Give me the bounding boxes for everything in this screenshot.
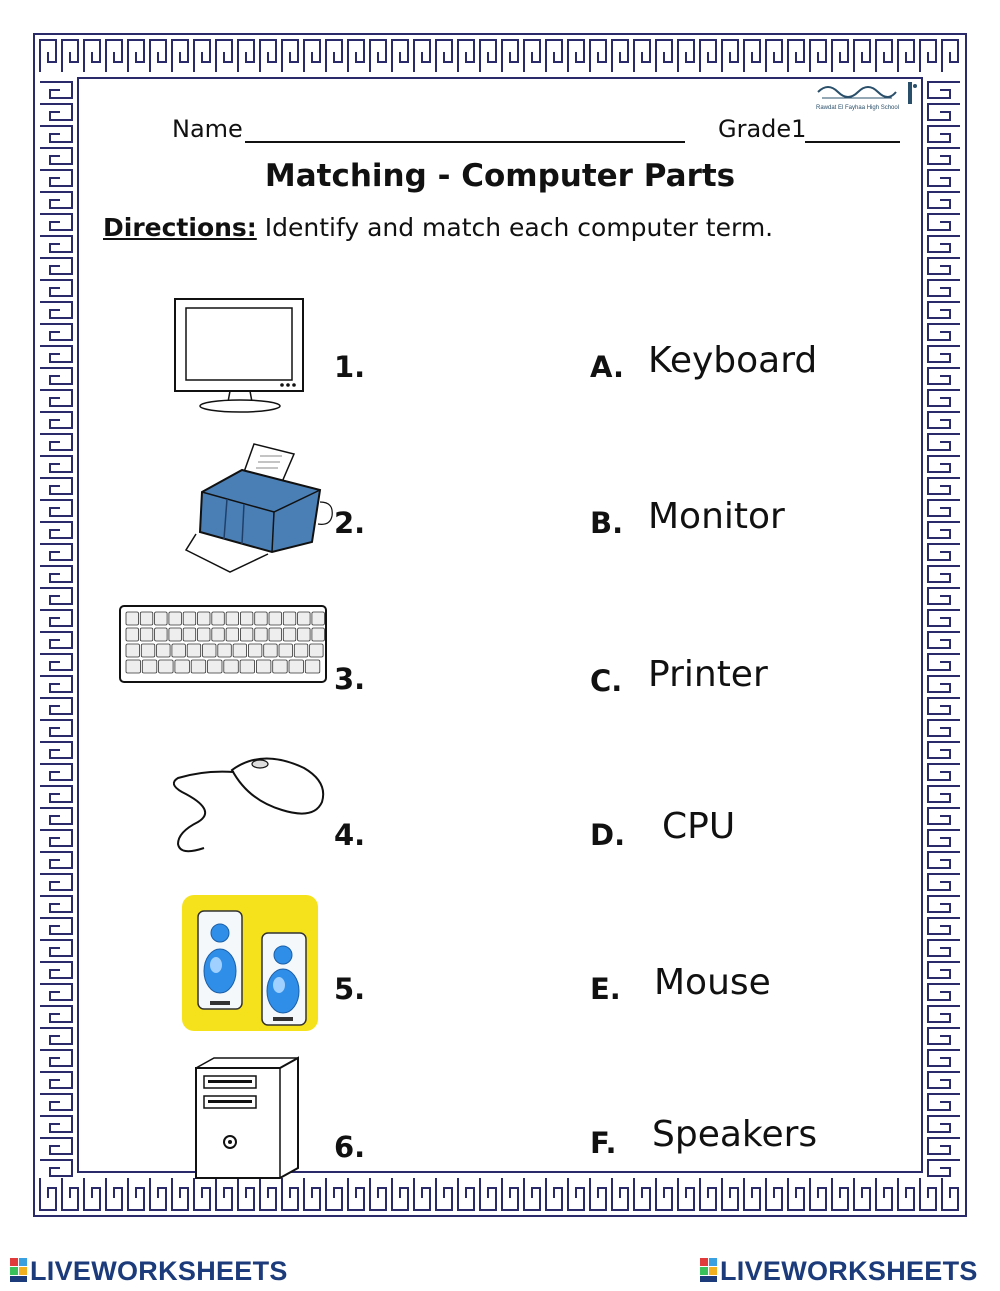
border-segment xyxy=(928,1160,960,1176)
border-segment xyxy=(502,40,518,72)
border-segment xyxy=(876,40,892,72)
border-segment xyxy=(282,40,298,72)
border-segment xyxy=(40,610,72,626)
border-segment xyxy=(524,1178,540,1210)
border-segment xyxy=(304,40,320,72)
border-segment xyxy=(40,632,72,648)
border-segment xyxy=(40,1094,72,1110)
keyboard-key xyxy=(256,660,271,673)
keyboard-key xyxy=(269,628,282,641)
term-mouse[interactable]: Mouse xyxy=(654,962,771,1003)
keyboard-key xyxy=(155,628,168,641)
border-segment xyxy=(928,764,960,780)
svg-text:Rawdat El Fayhaa High School: Rawdat El Fayhaa High School xyxy=(816,105,900,111)
term-cpu[interactable]: CPU xyxy=(662,806,736,847)
keyboard-key xyxy=(264,644,278,657)
border-segment xyxy=(194,1178,210,1210)
border-segment xyxy=(928,126,960,142)
keyboard-key xyxy=(289,660,304,673)
border-segment xyxy=(928,544,960,560)
border-segment xyxy=(150,1178,166,1210)
item-number: 3. xyxy=(334,662,366,696)
border-segment xyxy=(40,192,72,208)
term-letter: F. xyxy=(590,1126,617,1160)
border-segment xyxy=(928,522,960,538)
keyboard-key xyxy=(126,644,140,657)
border-segment xyxy=(84,40,100,72)
keyboard-key xyxy=(126,628,139,641)
border-segment xyxy=(928,588,960,604)
border-segment xyxy=(928,698,960,714)
keyboard-key xyxy=(312,628,325,641)
border-segment xyxy=(788,40,804,72)
border-segment xyxy=(722,40,738,72)
keyboard-key xyxy=(273,660,288,673)
keyboard-key xyxy=(183,612,196,625)
keyboard-key xyxy=(226,612,239,625)
border-segment xyxy=(40,500,72,516)
keyboard-key xyxy=(187,644,201,657)
border-segment xyxy=(326,1178,342,1210)
border-segment xyxy=(612,40,628,72)
directions-label: Directions: xyxy=(103,213,257,242)
border-segment xyxy=(928,368,960,384)
border-segment xyxy=(656,1178,672,1210)
keyboard-key xyxy=(191,660,206,673)
grade-label: Grade1 xyxy=(718,115,807,143)
border-segment xyxy=(40,324,72,340)
border-segment xyxy=(928,984,960,1000)
directions xyxy=(103,213,773,242)
keyboard-key xyxy=(240,628,253,641)
border-segment xyxy=(40,852,72,868)
border-segment xyxy=(40,368,72,384)
border-segment xyxy=(40,566,72,582)
border-segment xyxy=(40,764,72,780)
term-printer[interactable]: Printer xyxy=(648,654,768,695)
border-segment xyxy=(928,390,960,406)
keyboard-key xyxy=(255,612,268,625)
border-segment xyxy=(40,258,72,274)
keyboard-key xyxy=(294,644,308,657)
border-segment xyxy=(414,40,430,72)
border-segment xyxy=(928,192,960,208)
term-letter: C. xyxy=(590,664,623,698)
border-segment xyxy=(700,1178,716,1210)
border-segment xyxy=(260,1178,276,1210)
border-segment xyxy=(40,346,72,362)
border-segment xyxy=(40,478,72,494)
keyboard-key xyxy=(248,644,262,657)
keyboard-key xyxy=(279,644,293,657)
border-segment xyxy=(928,962,960,978)
border-segment xyxy=(928,676,960,692)
item-number: 2. xyxy=(334,506,366,540)
border-segment xyxy=(876,1178,892,1210)
border-segment xyxy=(612,1178,628,1210)
border-segment xyxy=(172,40,188,72)
border-segment xyxy=(40,390,72,406)
cpu-tower-icon xyxy=(192,1056,307,1181)
border-segment xyxy=(788,1178,804,1210)
keyboard-key xyxy=(157,644,171,657)
border-segment xyxy=(106,1178,122,1210)
border-segment xyxy=(62,1178,78,1210)
keyboard-key xyxy=(305,660,320,673)
border-segment xyxy=(40,962,72,978)
border-segment xyxy=(128,40,144,72)
border-segment xyxy=(40,280,72,296)
border-segment xyxy=(128,1178,144,1210)
page-title: Matching - Computer Parts xyxy=(264,158,736,194)
border-segment xyxy=(40,1160,72,1176)
keyboard-key xyxy=(172,644,186,657)
border-segment xyxy=(348,1178,364,1210)
border-segment xyxy=(84,1178,100,1210)
border-segment xyxy=(898,1178,914,1210)
keyboard-key xyxy=(310,644,324,657)
border-segment xyxy=(40,1138,72,1154)
border-segment xyxy=(392,1178,408,1210)
border-segment xyxy=(678,40,694,72)
border-segment xyxy=(40,940,72,956)
directions-text: Identify and match each computer term. xyxy=(256,213,774,242)
border-segment xyxy=(40,434,72,450)
keyboard-key xyxy=(198,628,211,641)
border-segment xyxy=(370,1178,386,1210)
border-segment xyxy=(928,500,960,516)
border-segment xyxy=(106,40,122,72)
border-segment xyxy=(568,40,584,72)
border-segment xyxy=(928,896,960,912)
border-segment xyxy=(590,40,606,72)
border-segment xyxy=(832,1178,848,1210)
border-segment xyxy=(928,632,960,648)
keyboard-key xyxy=(169,628,182,641)
border-segment xyxy=(62,40,78,72)
keyboard-key xyxy=(140,612,153,625)
border-segment xyxy=(40,984,72,1000)
border-segment xyxy=(40,1006,72,1022)
border-segment xyxy=(854,40,870,72)
border-segment xyxy=(928,302,960,318)
term-letter: E. xyxy=(590,972,621,1006)
keyboard-key xyxy=(240,660,255,673)
border-segment xyxy=(40,302,72,318)
item-number: 6. xyxy=(334,1130,366,1164)
border-segment xyxy=(40,874,72,890)
keyboard-key xyxy=(283,628,296,641)
border-segment xyxy=(928,1138,960,1154)
border-segment xyxy=(854,1178,870,1210)
border-segment xyxy=(928,940,960,956)
border-segment xyxy=(928,478,960,494)
border-segment xyxy=(40,82,72,98)
keyboard-icon xyxy=(118,604,330,686)
border-segment xyxy=(40,588,72,604)
liveworksheets-logo-icon xyxy=(10,1258,28,1284)
border-segment xyxy=(40,698,72,714)
keyboard-key xyxy=(298,628,311,641)
term-letter: A. xyxy=(590,350,624,384)
keyboard-key xyxy=(175,660,190,673)
keyboard-key xyxy=(159,660,174,673)
border-segment xyxy=(40,786,72,802)
keyboard-key xyxy=(226,628,239,641)
border-segment xyxy=(928,918,960,934)
border-segment xyxy=(40,742,72,758)
keyboard-key xyxy=(198,612,211,625)
speakers-icon xyxy=(180,893,320,1033)
border-segment xyxy=(414,1178,430,1210)
border-segment xyxy=(40,412,72,428)
keyboard-key xyxy=(218,644,232,657)
term-speakers[interactable]: Speakers xyxy=(652,1114,818,1155)
border-segment xyxy=(40,456,72,472)
border-segment xyxy=(392,40,408,72)
keyboard-key xyxy=(126,660,141,673)
border-segment xyxy=(40,896,72,912)
keyboard-key xyxy=(126,612,139,625)
border-segment xyxy=(40,522,72,538)
keyboard-key xyxy=(142,660,157,673)
border-segment xyxy=(40,40,56,72)
border-segment xyxy=(942,40,958,72)
border-segment xyxy=(928,808,960,824)
keyboard-key xyxy=(298,612,311,625)
border-segment xyxy=(656,40,672,72)
border-segment xyxy=(766,1178,782,1210)
keyboard-key xyxy=(140,628,153,641)
mouse-icon xyxy=(168,752,328,857)
border-segment xyxy=(928,874,960,890)
border-segment xyxy=(898,40,914,72)
border-segment xyxy=(928,1006,960,1022)
border-segment xyxy=(304,1178,320,1210)
border-segment xyxy=(928,610,960,626)
border-segment xyxy=(928,412,960,428)
item-number: 4. xyxy=(334,818,366,852)
printer-icon xyxy=(182,442,340,577)
border-segment xyxy=(810,1178,826,1210)
border-segment xyxy=(40,1116,72,1132)
border-segment xyxy=(436,40,452,72)
border-segment xyxy=(832,40,848,72)
border-segment xyxy=(928,104,960,120)
border-segment xyxy=(40,808,72,824)
border-segment xyxy=(928,742,960,758)
term-letter: B. xyxy=(590,506,624,540)
border-segment xyxy=(928,654,960,670)
border-segment xyxy=(928,830,960,846)
border-segment xyxy=(700,40,716,72)
keyboard-key xyxy=(240,612,253,625)
keyboard-key xyxy=(212,628,225,641)
keyboard-key xyxy=(255,628,268,641)
term-monitor[interactable]: Monitor xyxy=(648,496,785,537)
border-segment xyxy=(744,1178,760,1210)
name-answer-line[interactable] xyxy=(245,141,685,143)
border-segment xyxy=(928,258,960,274)
border-segment xyxy=(928,1050,960,1066)
border-segment xyxy=(216,1178,232,1210)
border-segment xyxy=(216,40,232,72)
border-segment xyxy=(40,720,72,736)
liveworksheets-brand-left[interactable]: LIVEWORKSHEETS xyxy=(30,1256,288,1286)
border-segment xyxy=(40,654,72,670)
border-segment xyxy=(928,456,960,472)
border-segment xyxy=(546,40,562,72)
border-segment xyxy=(928,280,960,296)
border-segment xyxy=(942,1178,958,1210)
border-segment xyxy=(678,1178,694,1210)
border-segment xyxy=(260,40,276,72)
border-segment xyxy=(634,40,650,72)
keyboard-key xyxy=(169,612,182,625)
border-segment xyxy=(928,346,960,362)
border-segment xyxy=(480,40,496,72)
border-segment xyxy=(40,214,72,230)
border-segment xyxy=(40,1072,72,1088)
border-segment xyxy=(928,786,960,802)
border-segment xyxy=(40,544,72,560)
border-segment xyxy=(928,324,960,340)
border-segment xyxy=(928,852,960,868)
keyboard-key xyxy=(233,644,247,657)
border-segment xyxy=(348,40,364,72)
border-segment xyxy=(458,1178,474,1210)
border-segment xyxy=(40,1178,56,1210)
keyboard-key xyxy=(269,612,282,625)
liveworksheets-logo-icon xyxy=(700,1258,718,1284)
keyboard-key xyxy=(203,644,217,657)
border-segment xyxy=(722,1178,738,1210)
name-label: Name xyxy=(172,115,243,143)
border-segment xyxy=(744,40,760,72)
border-segment xyxy=(546,1178,562,1210)
border-segment xyxy=(524,40,540,72)
border-segment xyxy=(810,40,826,72)
border-segment xyxy=(458,40,474,72)
keyboard-key xyxy=(155,612,168,625)
border-segment xyxy=(238,1178,254,1210)
keyboard-key xyxy=(208,660,223,673)
border-segment xyxy=(194,40,210,72)
border-segment xyxy=(928,720,960,736)
border-segment xyxy=(920,40,936,72)
border-segment xyxy=(436,1178,452,1210)
border-segment xyxy=(40,1028,72,1044)
border-segment xyxy=(568,1178,584,1210)
border-segment xyxy=(40,1050,72,1066)
item-number: 1. xyxy=(334,350,366,384)
border-segment xyxy=(40,918,72,934)
border-segment xyxy=(150,40,166,72)
keyboard-key xyxy=(224,660,239,673)
monitor-icon xyxy=(172,296,307,416)
border-segment xyxy=(928,566,960,582)
liveworksheets-brand-right[interactable]: LIVEWORKSHEETS xyxy=(720,1256,978,1286)
keyboard-key xyxy=(183,628,196,641)
border-segment xyxy=(502,1178,518,1210)
border-segment xyxy=(40,830,72,846)
border-segment xyxy=(928,1028,960,1044)
border-segment xyxy=(326,40,342,72)
border-segment xyxy=(172,1178,188,1210)
keyboard-key xyxy=(212,612,225,625)
border-segment xyxy=(40,236,72,252)
border-segment xyxy=(766,40,782,72)
border-segment xyxy=(590,1178,606,1210)
grade-answer-line[interactable] xyxy=(805,141,900,143)
border-segment xyxy=(928,1072,960,1088)
border-segment xyxy=(40,676,72,692)
border-segment xyxy=(40,126,72,142)
keyboard-key xyxy=(283,612,296,625)
keyboard-key xyxy=(141,644,155,657)
school-logo xyxy=(812,78,922,112)
border-segment xyxy=(920,1178,936,1210)
border-segment xyxy=(928,1116,960,1132)
item-number: 5. xyxy=(334,972,366,1006)
term-letter: D. xyxy=(590,818,626,852)
border-segment xyxy=(40,104,72,120)
border-segment xyxy=(480,1178,496,1210)
border-segment xyxy=(634,1178,650,1210)
border-segment xyxy=(238,40,254,72)
border-segment xyxy=(928,214,960,230)
border-segment xyxy=(928,82,960,98)
border-segment xyxy=(928,1094,960,1110)
border-segment xyxy=(928,434,960,450)
term-keyboard[interactable]: Keyboard xyxy=(648,340,818,381)
border-segment xyxy=(282,1178,298,1210)
keyboard-key xyxy=(312,612,325,625)
border-segment xyxy=(928,236,960,252)
border-segment xyxy=(370,40,386,72)
